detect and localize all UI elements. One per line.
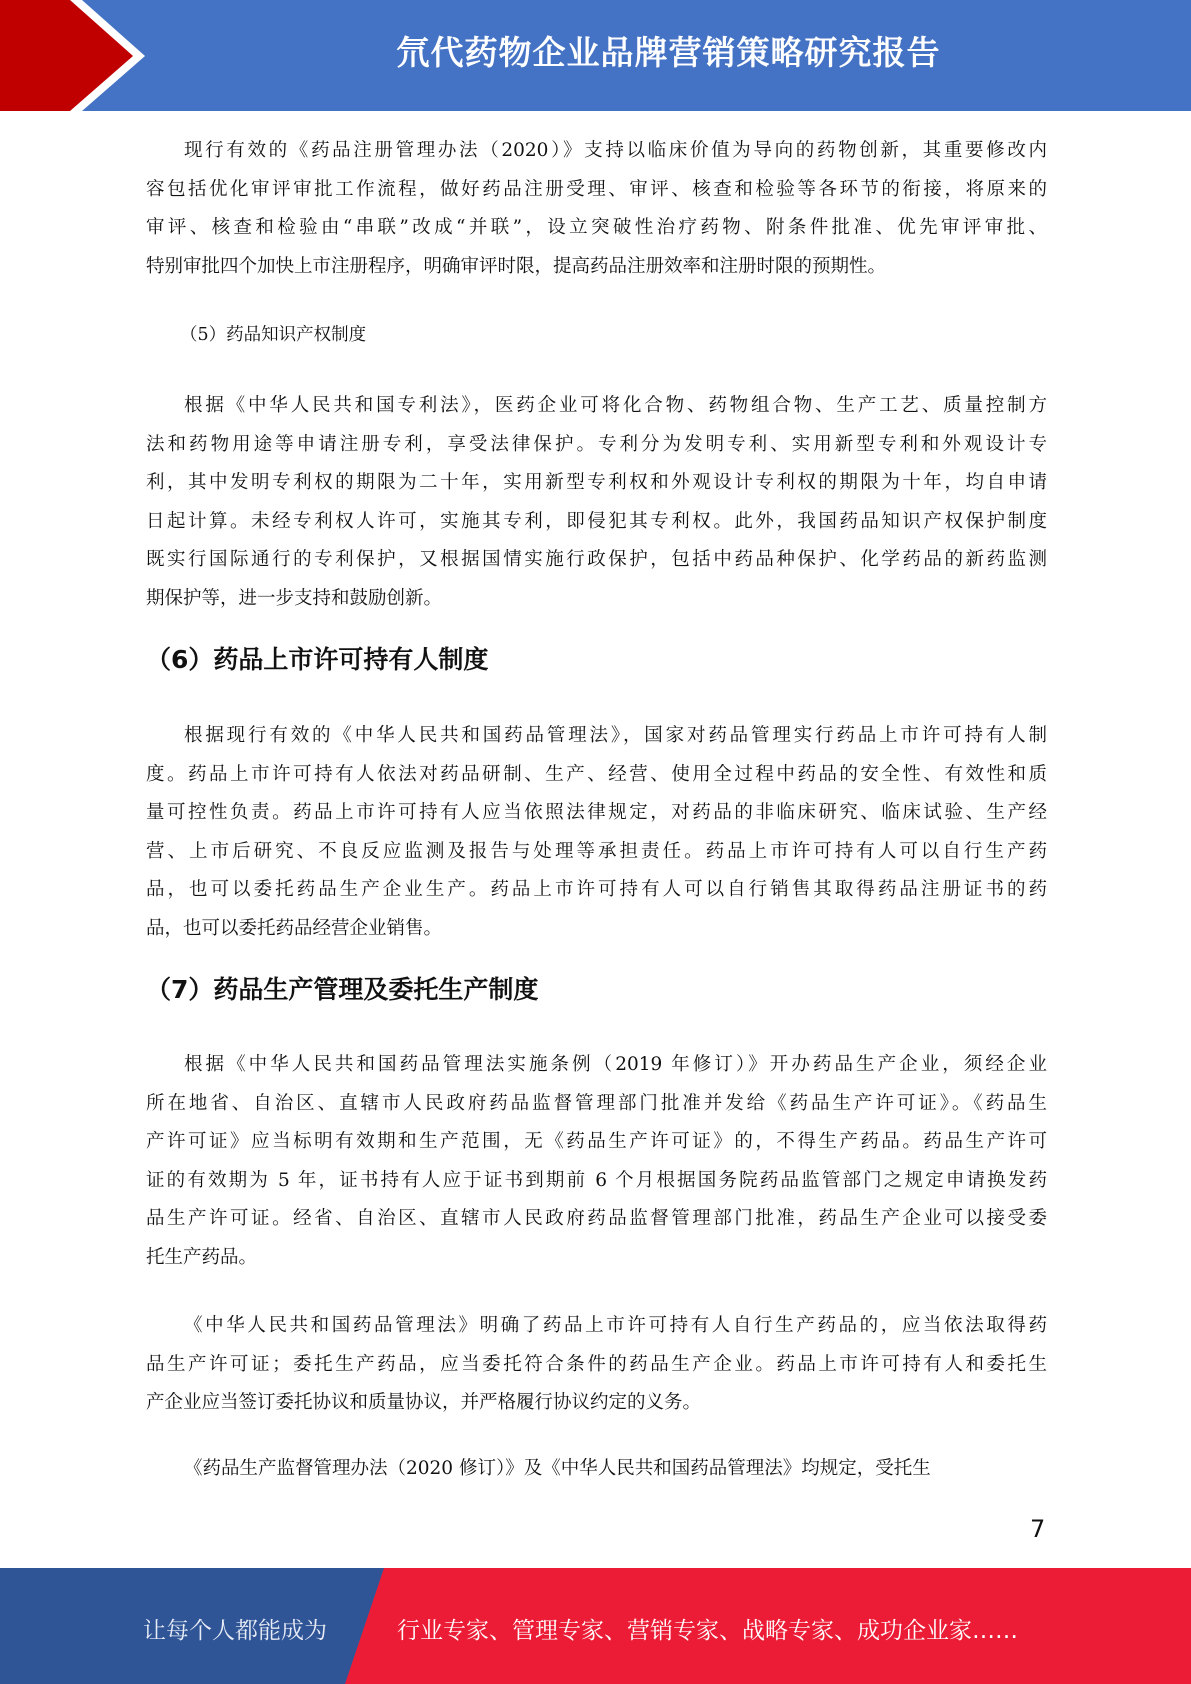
paragraph-line: 量可控性负责。药品上市许可持有人应当依照法律规定，对药品的非临床研究、临床试验、生产经 [146,802,1047,824]
paragraph-line: 产企业应当签订委托协议和质量协议，并严格履行协议约定的义务。 [146,1392,702,1414]
paragraph-line: 所在地省、自治区、直辖市人民政府药品监督管理部门批准并发给《药品生产许可证》。《药品生 [146,1092,1047,1114]
paragraph [146,1307,1047,1423]
paragraph-line: 度。药品上市许可持有人依法对药品研制、生产、经营、使用全过程中药品的安全性、有效性和质 [146,763,1047,785]
chevron-decoration-icon [0,0,160,111]
paragraph-line: 现行有效的《药品注册管理办法（2020）》支持以临床价值为导向的药物创新，其重要修改内 [184,140,1047,161]
paragraph-line: 《药品生产监督管理办法（2020 修订）》及《中华人民共和国药品管理法》均规定，受托生 [184,1458,931,1479]
paragraph-line: 品生产许可证；委托生产药品，应当委托符合条件的药品生产企业。药品上市许可持有人和委托生 [146,1353,1047,1375]
footer-slogan-left: 让每个人都能成为 [143,1618,327,1644]
paragraph [146,132,1047,286]
paragraph-line: 品生产许可证。经省、自治区、直辖市人民政府药品监督管理部门批准，药品生产企业可以接受委 [146,1208,1047,1230]
paragraph [146,1046,1047,1278]
paragraph-line: 产许可证》应当标明有效期和生产范围，无《药品生产许可证》的，不得生产药品。药品生产许可 [146,1131,1047,1153]
paragraph-line: 证的有效期为 5 年，证书持有人应于证书到期前 6 个月根据国务院药品监管部门之规定申请换发药 [146,1169,1047,1191]
paragraph-line: 根据《中华人民共和国专利法》，医药企业可将化合物、药物组合物、生产工艺、质量控制方 [184,395,1047,416]
paragraph-line: 《中华人民共和国药品管理法》明确了药品上市许可持有人自行生产药品的，应当依法取得药 [184,1315,1047,1336]
paragraph-line: 特别审批四个加快上市注册程序，明确审评时限，提高药品注册效率和注册时限的预期性。 [146,255,887,277]
paragraph [146,717,1047,949]
heading-production-system: （7）药品生产管理及委托生产制度 [146,975,539,1004]
paragraph [146,1450,1047,1489]
page-number: 7 [1030,1515,1046,1543]
paragraph-line: 利，其中发明专利权的期限为二十年，实用新型专利权和外观设计专利权的期限为十年，均自申请 [146,472,1047,494]
paragraph-line: 品，也可以委托药品生产企业生产。药品上市许可持有人可以自行销售其取得药品注册证书的药 [146,879,1047,901]
footer-slogan-right: 行业专家、管理专家、营销专家、战略专家、成功企业家…… [397,1618,1018,1644]
paragraph-line: 营、上市后研究、不良反应监测及报告与处理等承担责任。药品上市许可持有人可以自行生产药 [146,840,1047,862]
paragraph-line: 托生产药品。 [146,1246,258,1268]
paragraph-line: 日起计算。未经专利权人许可，实施其专利，即侵犯其专利权。此外，我国药品知识产权保护制度 [146,510,1047,532]
paragraph-line: 期保护等，进一步支持和鼓励创新。 [146,587,443,609]
heading-mah-system: （6）药品上市许可持有人制度 [146,645,489,674]
paragraph [146,387,1047,619]
report-title: 氘代药物企业品牌营销策略研究报告 [396,33,941,72]
paragraph-line: 审评、核查和检验由“串联”改成“并联”，设立突破性治疗药物、附条件批准、优先审评审批、 [146,217,1047,239]
paragraph-line: 法和药物用途等申请注册专利，享受法律保护。专利分为发明专利、实用新型专利和外观设计专 [146,433,1047,455]
page-header [0,0,1191,111]
paragraph-line: 容包括优化审评审批工作流程，做好药品注册受理、审评、核查和检验等各环节的衔接，将原来的 [146,178,1047,200]
subheading-ip-system: （5）药品知识产权制度 [180,325,367,345]
paragraph-line: 根据现行有效的《中华人民共和国药品管理法》，国家对药品管理实行药品上市许可持有人制 [184,725,1047,746]
paragraph-line: 根据《中华人民共和国药品管理法实施条例（2019 年修订）》开办药品生产企业，须经企业 [184,1054,1047,1075]
paragraph-line: 品，也可以委托药品经营企业销售。 [146,917,443,939]
paragraph-line: 既实行国际通行的专利保护，又根据国情实施行政保护，包括中药品种保护、化学药品的新药监测 [146,549,1047,571]
